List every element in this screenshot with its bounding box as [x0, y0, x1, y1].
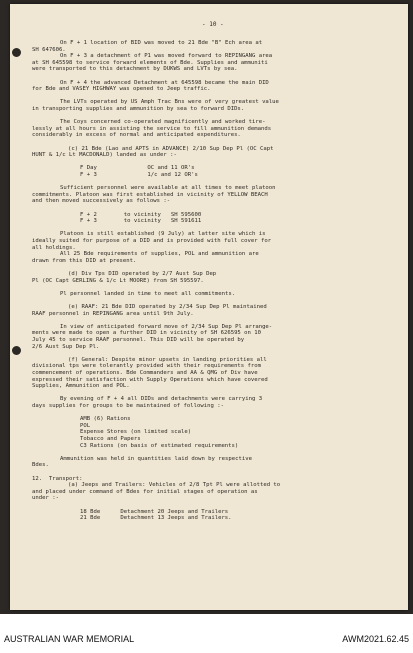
document-page: [10, 4, 408, 610]
text-line: All 25 Bde requirements of supplies, POL and ammunition are: [60, 251, 259, 258]
punch-hole: [12, 346, 21, 355]
text-line: Ammunition was held in quantities laid down by respective: [60, 455, 252, 462]
text-line: lessly at all hours in assisting the service to fill ammunition demands: [32, 125, 272, 132]
text-line: HUNT & 1/c Lt MACDONALD) landed as under :-: [32, 152, 177, 159]
text-line: and then moved successively as follows :-: [32, 198, 171, 205]
text-line: Sufficient personnel were available at all times to meet platoon: [60, 185, 276, 192]
text-line: On F + 4 the advanced Detachment at 645598 became the main DID: [60, 79, 269, 86]
text-line: Bdes.: [32, 462, 49, 469]
text-line: ideally suited for purpose of a DID and is provided with full cover for: [32, 238, 272, 244]
text-line: were transported to this detachment by DUKWS and LVTs by sea.: [32, 66, 238, 73]
text-line: expressed their satisfaction with Supply Operations which have covered: [32, 376, 268, 383]
text-line: (f) General: Despite minor upsets in landing priorities all: [68, 356, 267, 363]
text-line: Supplies, Ammunition and POL.: [32, 383, 130, 390]
text-line: (e) RAAF: 21 Bde DID operated by 2/34 Sup Dep Pl maintained: [68, 304, 267, 310]
text-line: under :-: [32, 495, 59, 502]
text-line: (a) Jeeps and Trailers: Vehicles of 2/8 Tpt Pl were allotted to: [68, 482, 281, 489]
text-line: all holdings.: [32, 244, 76, 251]
text-line: POL: [80, 422, 91, 429]
punch-hole: [12, 48, 21, 57]
text-line: for Bde and VASEY HIGHWAY was opened to Jeep traffic.: [32, 86, 211, 93]
text-line: RAAF personnel in REPINGANG area until 9th July.: [32, 310, 194, 317]
text-line: Pl (OC Capt GERLING & 1/c Lt MOORE) from SH 595597.: [32, 277, 204, 284]
text-line: commitments. Platoon was first established in vicinity of YELLOW BEACH: [32, 191, 268, 198]
text-line: In view of anticipated forward move of 2/34 Sup Dep Pl arrange-: [60, 323, 273, 330]
text-line: F Day OC and 11 OR's: [80, 165, 195, 172]
text-line: On F + 1 location of BID was moved to 21 Bde "B" Ech area at: [60, 40, 263, 46]
text-line: F + 2 to vicinity SH 595600: [80, 211, 202, 218]
text-line: Platoon is still established (9 July) at latter site which is: [60, 231, 266, 238]
footer-accession-number: AWM2021.62.45: [342, 634, 409, 644]
text-line: in transporting supplies and ammunition by sea to forward DIDs.: [32, 106, 245, 112]
text-line: The Coys concerned co-operated magnificently and worked tire-: [60, 119, 266, 126]
page-number: - 10 -: [202, 21, 224, 28]
footer-institution: AUSTRALIAN WAR MEMORIAL: [4, 634, 135, 644]
text-line: F + 3 to vicinity SH 591611: [80, 218, 202, 225]
text-line: days supplies for groups to be maintained of following :-: [32, 403, 224, 409]
text-line: ments were made to open a further DID in vicinity of SH 626595 on 10: [32, 330, 262, 337]
text-line: AMB (6) Rations: [80, 416, 131, 423]
text-line: 21 Bde Detachment 13 Jeeps and Trailers.: [80, 515, 232, 522]
text-line: Tobacco and Papers: [80, 436, 141, 442]
text-line: Expense Stores (on limited scale): [80, 429, 192, 436]
text-line: SH 647606.: [32, 46, 66, 53]
text-line: F + 3 1/c and 12 OR's: [80, 172, 198, 178]
text-line: July 45 to service RAAF personnel. This DID will be operated by: [32, 337, 245, 343]
archive-footer: [0, 614, 413, 653]
text-line: commencement of operations. Bde Commanders and AA & QMG of Div have: [32, 370, 258, 376]
text-line: C3 Rations (on basis of estimated requirements): [80, 442, 239, 449]
text-line: 2/6 Aust Sup Dep Pl.: [32, 343, 100, 350]
text-line: at SH 645598 to service forward elements of Bde. Supplies and ammuniti: [32, 59, 268, 66]
text-line: On F + 3 a detachment of P1 was moved forward to REPINGANG area: [60, 53, 273, 60]
typed-text-body: [32, 4, 402, 604]
text-line: and placed under command of Bdes for initial stages of operation as: [32, 488, 258, 495]
text-line: 18 Bde Detachment 20 Jeeps and Trailers: [80, 508, 229, 515]
text-line: divisional tps were tolerantly provided with their requirements from: [32, 363, 262, 370]
text-line: drawn from this DID at present.: [32, 257, 137, 264]
text-line: 12. Transport:: [32, 475, 83, 482]
text-line: (c) 21 Bde (Lao and APTS in ADVANCE) 2/10 Sup Dep Pl (OC Capt: [68, 145, 274, 152]
text-line: The LVTs operated by US Amph Trac Bns were of very greatest value: [60, 99, 279, 106]
text-line: (d) Div Tps DID operated by 2/7 Aust Sup Dep: [68, 271, 217, 277]
text-line: Pl personnel landed in time to meet all commitments.: [60, 290, 236, 297]
text-line: considerably in excess of normal and anticipated expenditures.: [32, 132, 241, 139]
text-line: By evening of F + 4 all DIDs and detachments were carrying 3: [60, 396, 263, 403]
